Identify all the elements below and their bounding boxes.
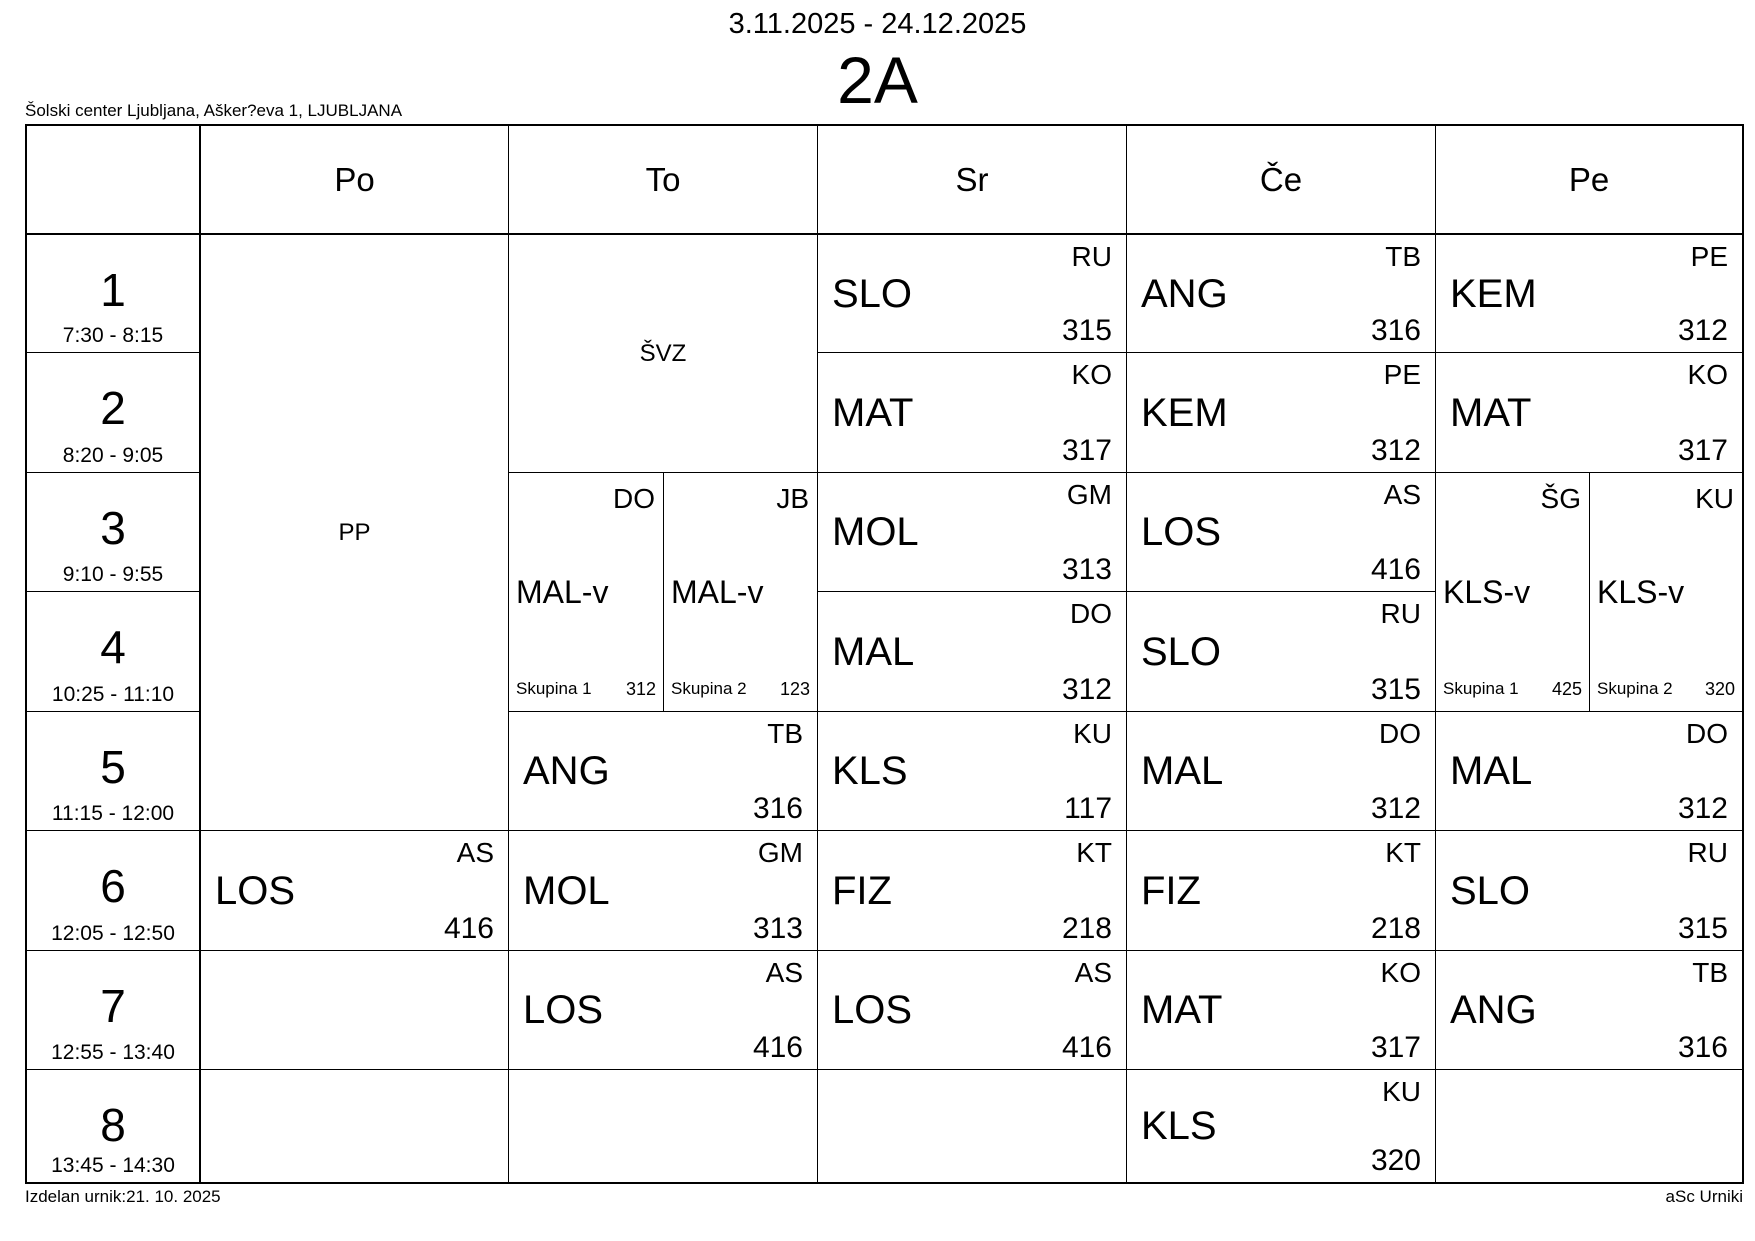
lesson-to-5 xyxy=(508,711,817,830)
lesson-po-6 xyxy=(199,830,508,950)
lesson-room: 312 xyxy=(625,679,656,699)
lesson-ce-2 xyxy=(1126,352,1435,472)
created-date: Izdelan urnik:21. 10. 2025 xyxy=(25,1187,221,1206)
lesson-teacher: JB xyxy=(776,483,809,514)
lesson-teacher: KU xyxy=(1695,483,1734,514)
lesson-room: 316 xyxy=(752,792,803,825)
period-time: 9:10 - 9:55 xyxy=(62,563,164,586)
lesson-ce-7 xyxy=(1126,950,1435,1069)
lesson-to-6 xyxy=(508,830,817,950)
empty-cell xyxy=(508,1069,817,1182)
lesson-to-mal-v-group2 xyxy=(663,472,817,711)
lesson-room: 117 xyxy=(1064,792,1112,825)
lesson-room: 317 xyxy=(1677,434,1728,467)
empty-cell xyxy=(817,1069,1126,1182)
lesson-teacher: DO xyxy=(1379,718,1421,749)
lesson-subject: ANG xyxy=(1450,988,1537,1032)
lesson-room: 320 xyxy=(1704,679,1735,699)
lesson-group: Skupina 2 xyxy=(671,679,747,698)
period-2 xyxy=(27,352,199,472)
lesson-subject: LOS xyxy=(832,988,913,1032)
period-time: 8:20 - 9:05 xyxy=(62,444,164,467)
lesson-subject: KLS xyxy=(1141,1104,1217,1148)
school-address: Šolski center Ljubljana, Ašker?eva 1, LJUBLJANA xyxy=(25,101,403,120)
lesson-subject: LOS xyxy=(1141,510,1222,554)
lesson-group: Skupina 1 xyxy=(516,679,592,698)
empty-cell xyxy=(199,1069,508,1182)
lesson-sr-2 xyxy=(817,352,1126,472)
period-5 xyxy=(27,711,199,830)
lesson-room: 312 xyxy=(1677,792,1728,825)
lesson-ce-5 xyxy=(1126,711,1435,830)
lesson-subject: MOL xyxy=(523,868,610,913)
lesson-teacher: KT xyxy=(1385,837,1421,868)
lesson-room: 218 xyxy=(1061,912,1112,945)
lesson-room: 425 xyxy=(1551,679,1582,699)
empty-cell xyxy=(1435,1069,1742,1182)
lesson-to-mal-v-group1 xyxy=(508,472,663,711)
day-header-to: To xyxy=(508,126,817,233)
period-number: 4 xyxy=(100,621,126,673)
lesson-subject: FIZ xyxy=(1141,868,1201,913)
lesson-room: 123 xyxy=(779,679,810,699)
lesson-po-pp xyxy=(199,233,508,830)
period-number: 7 xyxy=(100,980,126,1032)
period-number: 2 xyxy=(100,382,126,434)
period-number: 3 xyxy=(100,502,126,554)
lesson-pe-1 xyxy=(1435,233,1742,352)
lesson-ce-4 xyxy=(1126,591,1435,711)
lesson-teacher: DO xyxy=(1070,598,1112,629)
lesson-teacher: AS xyxy=(765,957,803,988)
lesson-subject: MAL xyxy=(1141,749,1224,793)
lesson-teacher: ŠG xyxy=(1540,483,1581,514)
lesson-room: 315 xyxy=(1061,314,1112,347)
period-number: 6 xyxy=(100,860,126,912)
period-time: 10:25 - 11:10 xyxy=(51,683,175,706)
period-number: 8 xyxy=(100,1099,126,1151)
period-time: 7:30 - 8:15 xyxy=(62,324,164,347)
lesson-sr-6 xyxy=(817,830,1126,950)
lesson-pe-6 xyxy=(1435,830,1742,950)
lesson-room: 320 xyxy=(1370,1144,1421,1177)
day-header-ce: Če xyxy=(1126,126,1435,233)
lesson-room: 312 xyxy=(1677,314,1728,347)
date-range: 3.11.2025 - 24.12.2025 xyxy=(728,8,1027,40)
lesson-teacher: AS xyxy=(456,837,494,868)
lesson-subject: MAT xyxy=(832,390,914,435)
lesson-teacher: TB xyxy=(767,718,803,749)
lesson-sr-3 xyxy=(817,472,1126,591)
period-7 xyxy=(27,950,199,1069)
lesson-room: 315 xyxy=(1677,912,1728,945)
period-time: 12:05 - 12:50 xyxy=(51,922,175,945)
lesson-teacher: PE xyxy=(1690,241,1728,272)
lesson-teacher: KO xyxy=(1071,359,1112,390)
timetable-grid xyxy=(25,124,1744,1184)
lesson-subject: KEM xyxy=(1450,271,1537,316)
lesson-room: 316 xyxy=(1677,1031,1728,1064)
lesson-teacher: TB xyxy=(1692,957,1728,988)
lesson-teacher: AS xyxy=(1074,957,1112,988)
lesson-group: Skupina 1 xyxy=(1443,679,1519,698)
lesson-room: 218 xyxy=(1370,912,1421,945)
lesson-room: 317 xyxy=(1370,1031,1421,1064)
lesson-label: PP xyxy=(338,518,371,546)
lesson-room: 312 xyxy=(1370,434,1421,467)
lesson-subject: KEM xyxy=(1141,390,1228,435)
lesson-room: 416 xyxy=(1061,1031,1112,1064)
lesson-subject: LOS xyxy=(215,868,296,913)
lesson-teacher: AS xyxy=(1383,479,1421,510)
lesson-subject: SLO xyxy=(1450,868,1531,913)
empty-cell xyxy=(199,950,508,1069)
lesson-teacher: RU xyxy=(1071,241,1112,272)
lesson-teacher: KT xyxy=(1076,837,1112,868)
day-header-po: Po xyxy=(199,126,508,233)
lesson-subject: MOL xyxy=(832,510,919,554)
lesson-teacher: DO xyxy=(613,483,655,514)
class-title: 2A xyxy=(837,43,918,117)
lesson-subject: KLS-v xyxy=(1597,574,1685,610)
lesson-pe-5 xyxy=(1435,711,1742,830)
lesson-label: ŠVZ xyxy=(639,339,687,367)
lesson-subject: SLO xyxy=(832,271,913,316)
lesson-room: 416 xyxy=(752,1031,803,1064)
period-6 xyxy=(27,830,199,950)
lesson-ce-1 xyxy=(1126,233,1435,352)
period-4 xyxy=(27,591,199,711)
lesson-teacher: KU xyxy=(1073,718,1112,749)
lesson-to-7 xyxy=(508,950,817,1069)
lesson-pe-kls-v-group1 xyxy=(1435,472,1589,711)
corner-cell xyxy=(27,126,199,233)
lesson-subject: LOS xyxy=(523,988,604,1032)
lesson-sr-1 xyxy=(817,233,1126,352)
lesson-room: 312 xyxy=(1370,792,1421,825)
lesson-subject: ANG xyxy=(1141,271,1228,316)
period-1 xyxy=(27,233,199,352)
period-number: 5 xyxy=(100,741,126,793)
lesson-sr-4 xyxy=(817,591,1126,711)
lesson-subject: MAL-v xyxy=(671,574,764,610)
lesson-room: 313 xyxy=(1061,553,1112,586)
day-header-pe: Pe xyxy=(1435,126,1742,233)
lesson-subject: MAL xyxy=(832,629,915,674)
period-3 xyxy=(27,472,199,591)
lesson-to-svz xyxy=(508,233,817,472)
lesson-subject: KLS xyxy=(832,749,908,793)
lesson-room: 315 xyxy=(1370,673,1421,706)
lesson-subject: MAT xyxy=(1141,988,1223,1032)
lesson-subject: ANG xyxy=(523,749,610,793)
lesson-pe-7 xyxy=(1435,950,1742,1069)
lesson-room: 317 xyxy=(1061,434,1112,467)
lesson-teacher: RU xyxy=(1687,837,1728,868)
lesson-room: 316 xyxy=(1370,314,1421,347)
lesson-teacher: PE xyxy=(1383,359,1421,390)
lesson-teacher: KO xyxy=(1380,957,1421,988)
software-credit: aSc Urniki xyxy=(1665,1187,1743,1206)
lesson-subject: FIZ xyxy=(832,868,892,913)
lesson-subject: MAL-v xyxy=(516,574,609,610)
lesson-sr-5 xyxy=(817,711,1126,830)
period-time: 13:45 - 14:30 xyxy=(51,1154,175,1177)
lesson-subject: MAT xyxy=(1450,390,1532,435)
lesson-room: 313 xyxy=(752,912,803,945)
lesson-teacher: DO xyxy=(1686,718,1728,749)
lesson-subject: MAL xyxy=(1450,749,1533,793)
lesson-teacher: GM xyxy=(757,837,803,868)
period-time: 12:55 - 13:40 xyxy=(51,1041,175,1064)
period-number: 1 xyxy=(100,264,126,316)
lesson-teacher: KU xyxy=(1382,1076,1421,1107)
lesson-teacher: RU xyxy=(1380,598,1421,629)
day-header-sr: Sr xyxy=(817,126,1126,233)
lesson-subject: KLS-v xyxy=(1443,574,1531,610)
lesson-teacher: KO xyxy=(1687,359,1728,390)
lesson-group: Skupina 2 xyxy=(1597,679,1673,698)
lesson-room: 312 xyxy=(1061,673,1112,706)
lesson-room: 416 xyxy=(1370,553,1421,586)
lesson-ce-6 xyxy=(1126,830,1435,950)
lesson-ce-3 xyxy=(1126,472,1435,591)
lesson-pe-kls-v-group2 xyxy=(1589,472,1742,711)
lesson-teacher: GM xyxy=(1066,479,1112,510)
lesson-room: 416 xyxy=(443,912,494,945)
lesson-teacher: TB xyxy=(1385,241,1421,272)
period-time: 11:15 - 12:00 xyxy=(51,802,175,825)
lesson-pe-2 xyxy=(1435,352,1742,472)
lesson-ce-8 xyxy=(1126,1069,1435,1182)
lesson-subject: SLO xyxy=(1141,629,1222,674)
period-8 xyxy=(27,1069,199,1182)
lesson-sr-7 xyxy=(817,950,1126,1069)
